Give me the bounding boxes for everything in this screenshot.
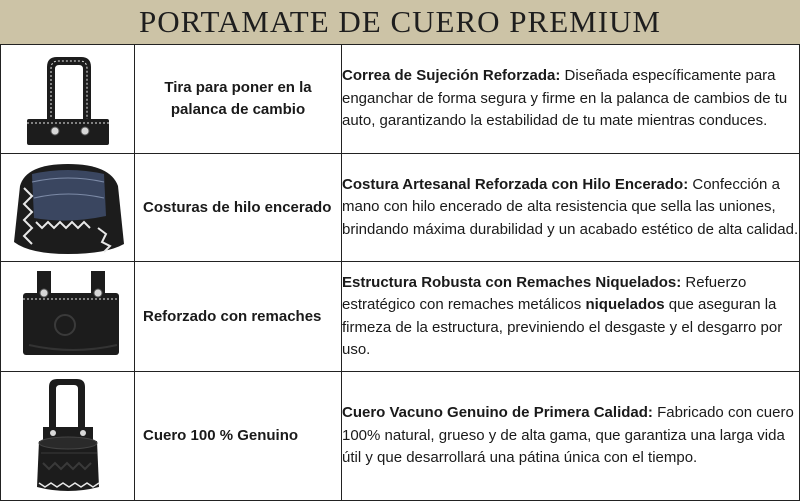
description-text: Confección a mano con hilo encerado de alta resistencia que sella las uniones, brindando máxima durabilidad y un acabado estético de alta calidad. [342,175,799,238]
feature-label: Reforzado con remaches [135,262,342,372]
leather-holder-icon [13,375,123,497]
leather-strap-icon [13,49,123,149]
feature-label: Costuras de hilo encerado [135,154,342,262]
description-title: Correa de Sujeción Reforzada: [342,67,561,85]
features-table [0,44,800,501]
description-title: Costura Artesanal Reforzada con Hilo Encerado: [342,175,689,193]
description-title: Estructura Robusta con Remaches Niquelados: [342,273,682,291]
table-row [1,154,800,262]
image-cell [1,262,135,372]
header-banner [0,0,800,44]
feature-label: Cuero 100 % Genuino [135,372,342,501]
feature-description [342,45,800,154]
rivets-icon [13,267,123,367]
feature-description [342,262,800,372]
image-cell [1,154,135,262]
feature-label: Tira para poner en la palanca de cambio [135,45,342,154]
table-row [1,262,800,372]
image-cell [1,45,135,154]
description-text: que aseguran la firmeza de la estructura, previniendo el desgaste y el desgarro por uso. [342,296,783,358]
page-title: PORTAMATE DE CUERO PREMIUM [139,4,661,39]
table-row [1,372,800,501]
description-title: Cuero Vacuno Genuino de Primera Calidad: [342,404,653,422]
description-text: Fabricado con cuero 100% natural, grueso y de alta gama, que garantiza una larga vida útil y que desarrollará una pátina única con el tiempo. [342,404,794,467]
description-text: Refuerzo estratégico con remaches metálicos [342,273,747,313]
feature-description [342,154,800,262]
description-text: Diseñada específicamente para enganchar de forma segura y firme en la palanca de cambios de tu auto, garantizando la estabilidad de tu mate mientras conduces. [342,67,788,130]
table-row [1,45,800,154]
waxed-stitching-icon [6,158,130,258]
image-cell [1,372,135,501]
description-bold: niquelados [585,296,665,313]
feature-description [342,372,800,501]
